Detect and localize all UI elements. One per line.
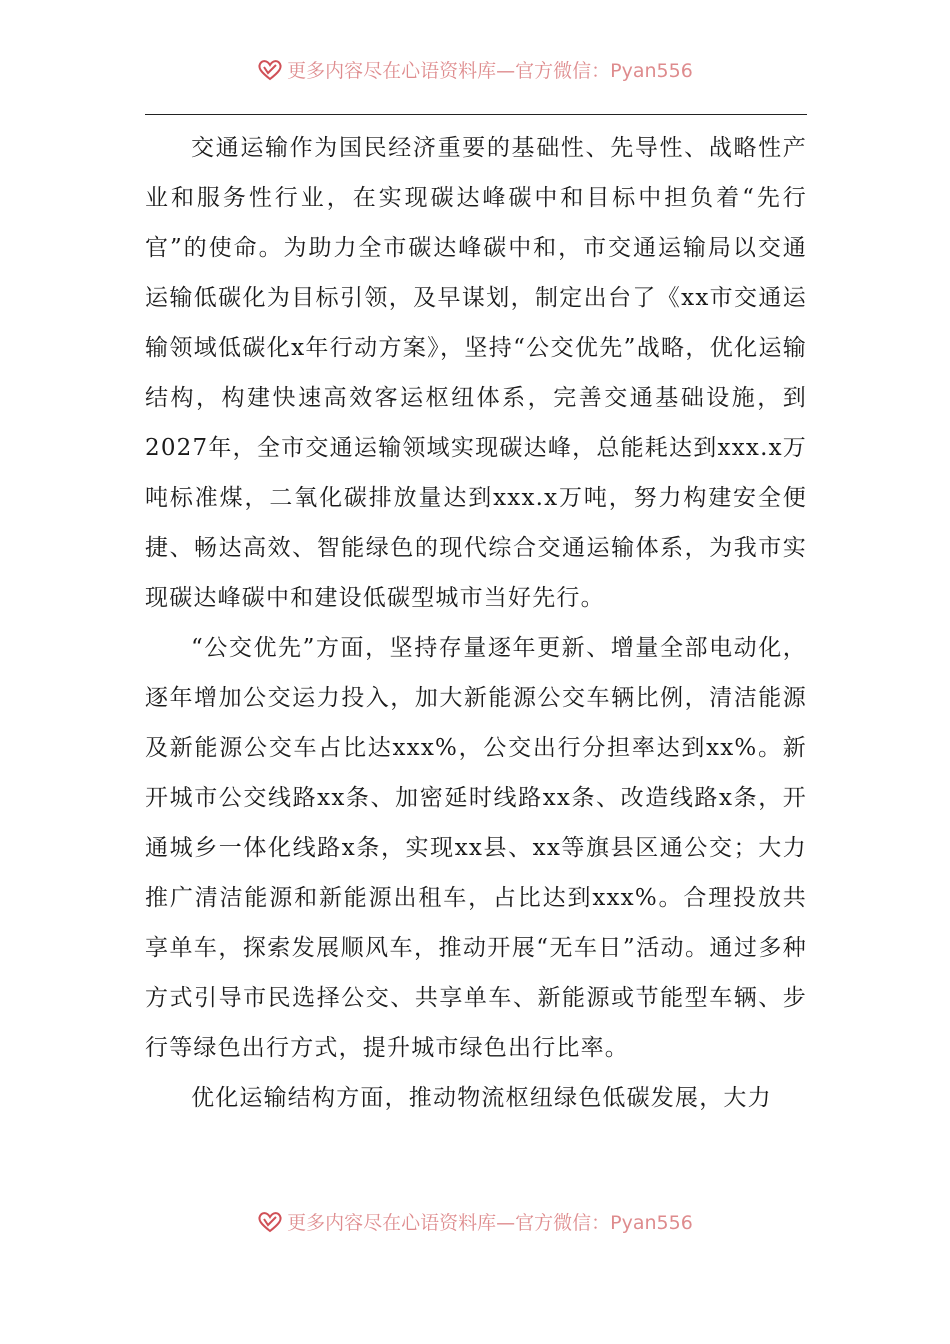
paragraph-transport-structure: 优化运输结构方面，推动物流枢纽绿色低碳发展，大力 bbox=[191, 1085, 772, 1111]
heart-logo-icon bbox=[257, 1211, 283, 1233]
document-body bbox=[145, 123, 807, 1123]
heart-logo-icon bbox=[257, 59, 283, 81]
paragraph-intro: 交通运输作为国民经济重要的基础性、先导性、战略性产业和服务性行业，在实现碳达峰碳中和目标中担负着“先行官”的使命。为助力全市碳达峰碳中和，市交通运输局以交通运输低碳化为目标引领，及早谋划，制定出台了《xx市交通运输领域低碳化x年行动方案》，坚持“公交优先”战略，优化运输结构，构建快速高效客运枢纽体系，完善交通基础设施，到2027年，全市交通运输领域实现碳达峰，总能耗达到xxx.x万吨标准煤，二氧化碳排放量达到xxx.x万吨，努力构建安全便捷、畅达高效、智能绿色的现代综合交通运输体系，为我市实现碳达峰碳中和建设低碳型城市当好先行。 bbox=[145, 135, 807, 611]
header-watermark-text: 更多内容尽在心语资料库—官方微信：Pyan556 bbox=[287, 60, 693, 82]
paragraph-public-transit: “公交优先”方面，坚持存量逐年更新、增量全部电动化，逐年增加公交运力投入，加大新能源公交车辆比例，清洁能源及新能源公交车占比达xxx%，公交出行分担率达到xx%。新开城市公交线路xx条、加密延时线路xx条、改造线路x条，开通城乡一体化线路x条，实现xx县、xx等旗县区通公交；大力推广清洁能源和新能源出租车，占比达到xxx%。合理投放共享单车，探索发展顺风车，推动开展“无车日”活动。通过多种方式引导市民选择公交、共享单车、新能源或节能型车辆、步行等绿色出行方式，提升城市绿色出行比率。 bbox=[145, 635, 807, 1061]
header-watermark bbox=[0, 56, 950, 83]
footer-watermark-text: 更多内容尽在心语资料库—官方微信：Pyan556 bbox=[287, 1212, 693, 1234]
footer-watermark bbox=[0, 1208, 950, 1235]
header-divider bbox=[145, 114, 807, 115]
